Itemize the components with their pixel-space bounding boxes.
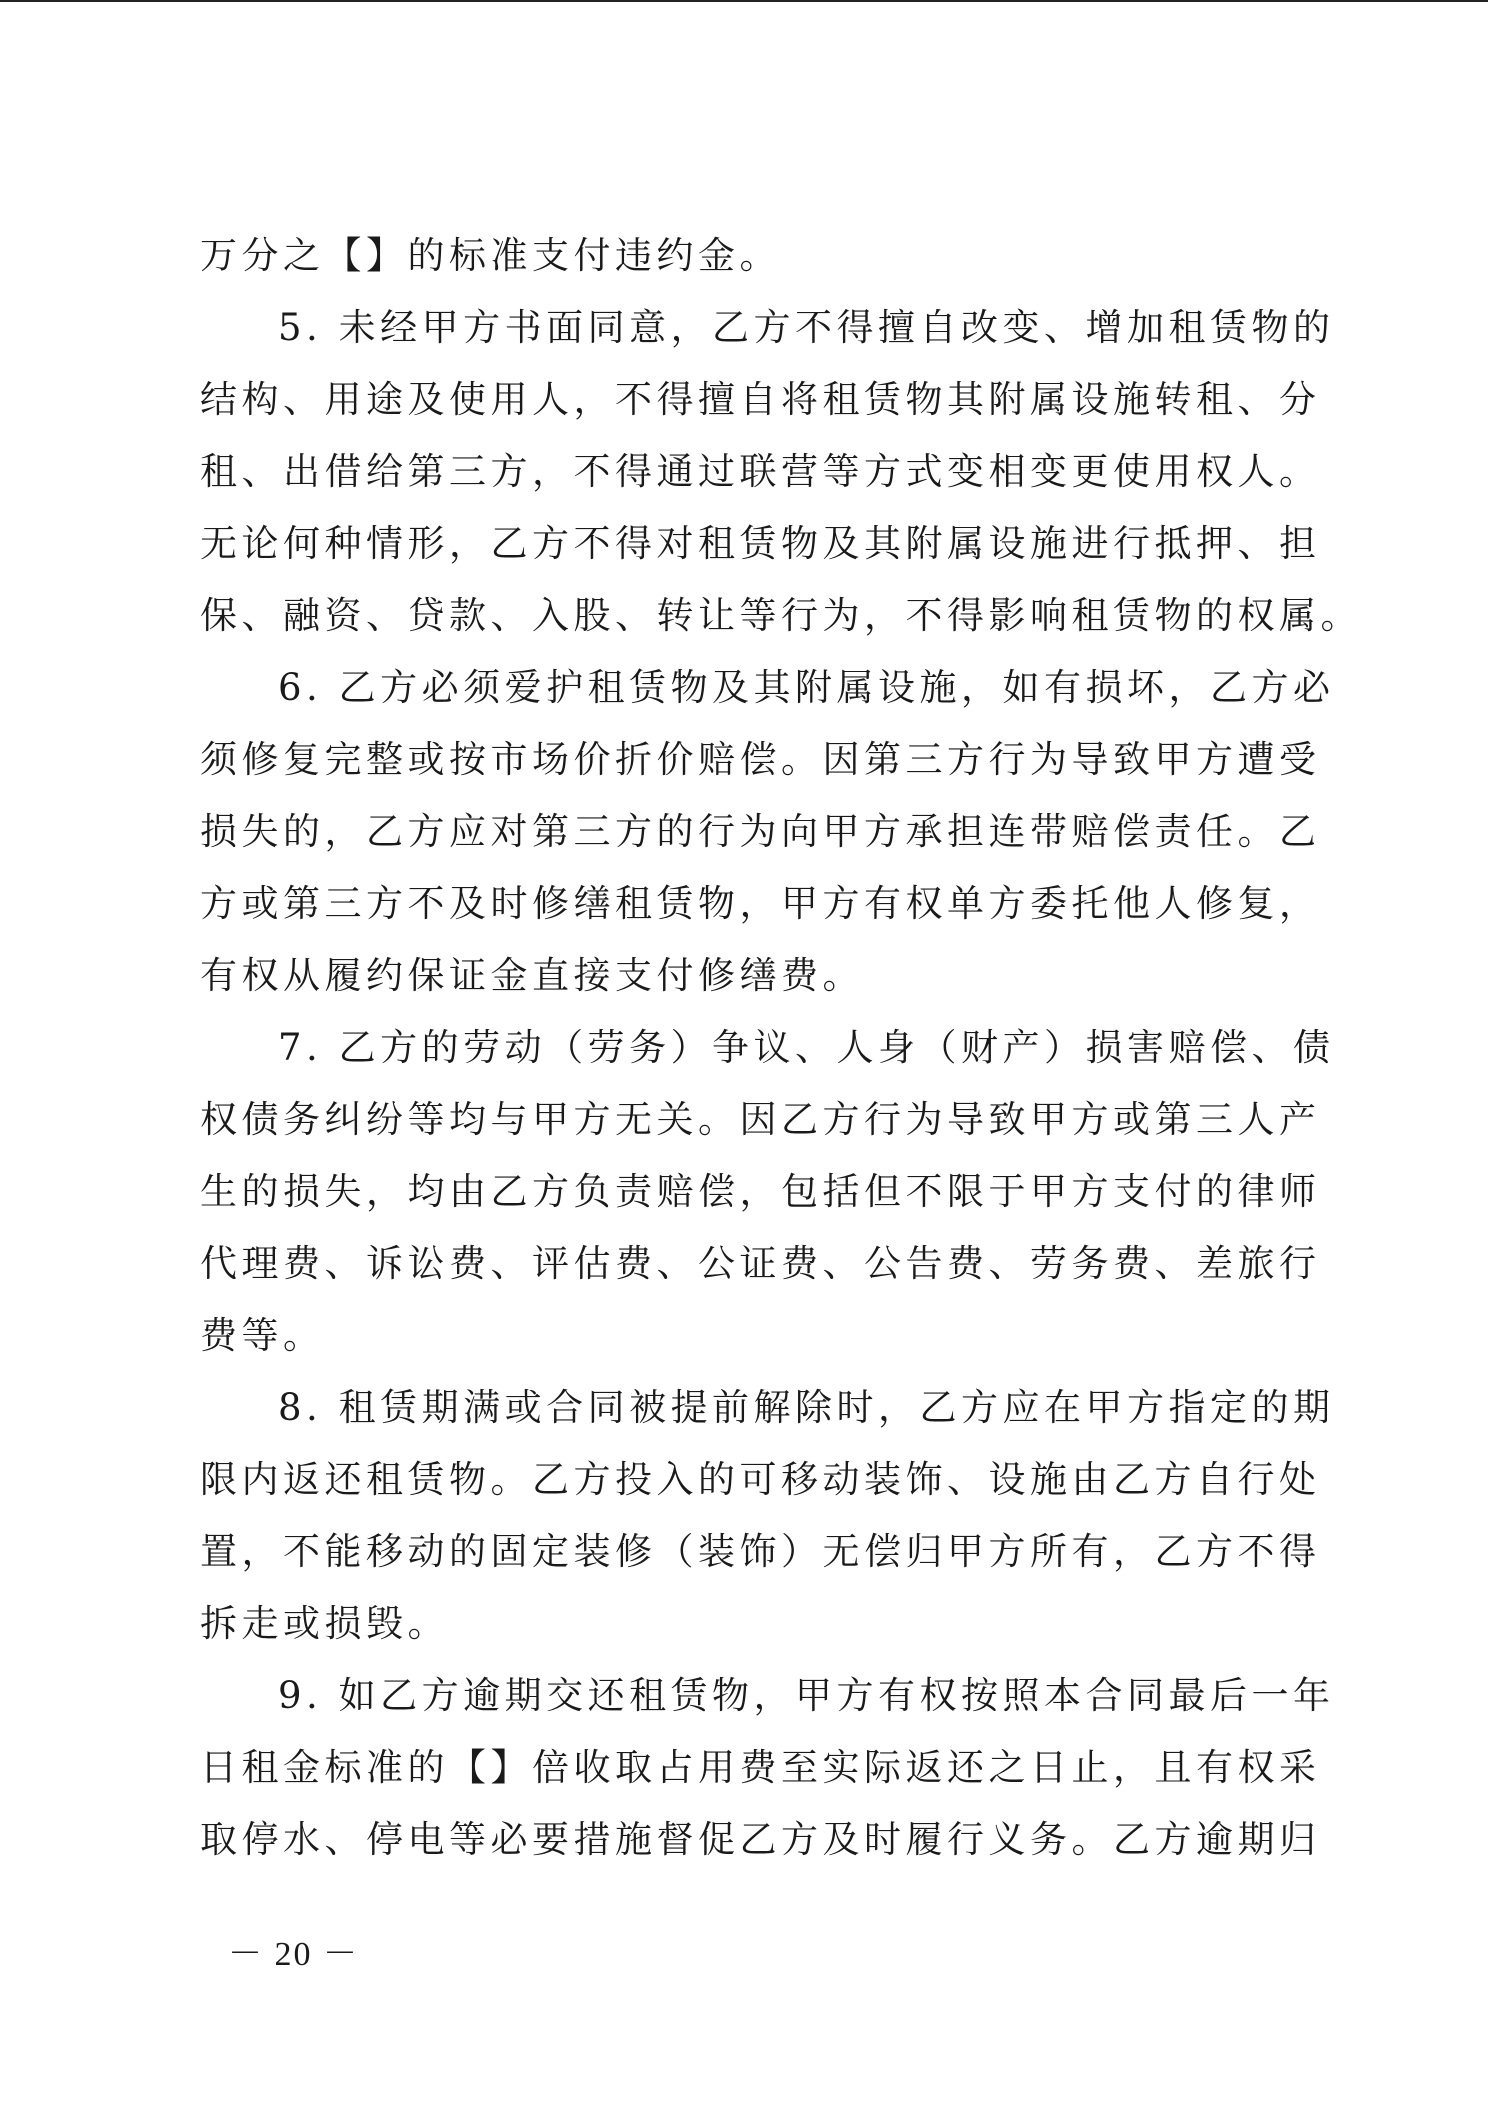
text-line: 拆走或损毁。 (200, 1602, 449, 1645)
top-border-line (0, 0, 1488, 2)
text-line: 结构、用途及使用人，不得擅自将租赁物其附属设施转租、分 (200, 378, 1321, 421)
page-number: － 20 － (228, 1936, 359, 1973)
text-line: 方或第三方不及时修缮租赁物，甲方有权单方委托他人修复， (200, 882, 1321, 925)
text-line: 无论何种情形，乙方不得对租赁物及其附属设施进行抵押、担 (200, 522, 1321, 565)
text-line: 租、出借给第三方，不得通过联营等方式变相变更使用权人。 (200, 450, 1321, 493)
document-body (200, 220, 1362, 1876)
text-line: 权债务纠纷等均与甲方无关。因乙方行为导致甲方或第三人产 (200, 1098, 1321, 1141)
text-line: 须修复完整或按市场价折价赔偿。因第三方行为导致甲方遭受 (200, 738, 1321, 781)
text-line: 日租金标准的【】倍收取占用费至实际返还之日止，且有权采 (200, 1746, 1321, 1789)
text-line: 置，不能移动的固定装修（装饰）无偿归甲方所有，乙方不得 (200, 1530, 1321, 1573)
clause-5-line: 5. 未经甲方书面同意，乙方不得擅自改变、增加租赁物的 (278, 306, 1335, 349)
clause-9-line: 9. 如乙方逾期交还租赁物，甲方有权按照本合同最后一年 (278, 1674, 1335, 1717)
text-line: 保、融资、贷款、入股、转让等行为，不得影响租赁物的权属。 (200, 594, 1362, 637)
text-line: 万分之【】的标准支付违约金。 (200, 234, 781, 277)
text-line: 代理费、诉讼费、评估费、公证费、公告费、劳务费、差旅行 (200, 1242, 1321, 1285)
text-line: 有权从履约保证金直接支付修缮费。 (200, 954, 864, 997)
text-line: 生的损失，均由乙方负责赔偿，包括但不限于甲方支付的律师 (200, 1170, 1321, 1213)
text-line: 限内返还租赁物。乙方投入的可移动装饰、设施由乙方自行处 (200, 1458, 1321, 1501)
clause-6-line: 6. 乙方必须爱护租赁物及其附属设施，如有损坏，乙方必 (278, 666, 1335, 709)
clause-7-line: 7. 乙方的劳动（劳务）争议、人身（财产）损害赔偿、债 (278, 1026, 1335, 1069)
text-line: 费等。 (200, 1314, 325, 1357)
text-line: 取停水、停电等必要措施督促乙方及时履行义务。乙方逾期归 (200, 1818, 1321, 1861)
text-line: 损失的，乙方应对第三方的行为向甲方承担连带赔偿责任。乙 (200, 810, 1321, 853)
clause-8-line: 8. 租赁期满或合同被提前解除时，乙方应在甲方指定的期 (278, 1386, 1335, 1429)
